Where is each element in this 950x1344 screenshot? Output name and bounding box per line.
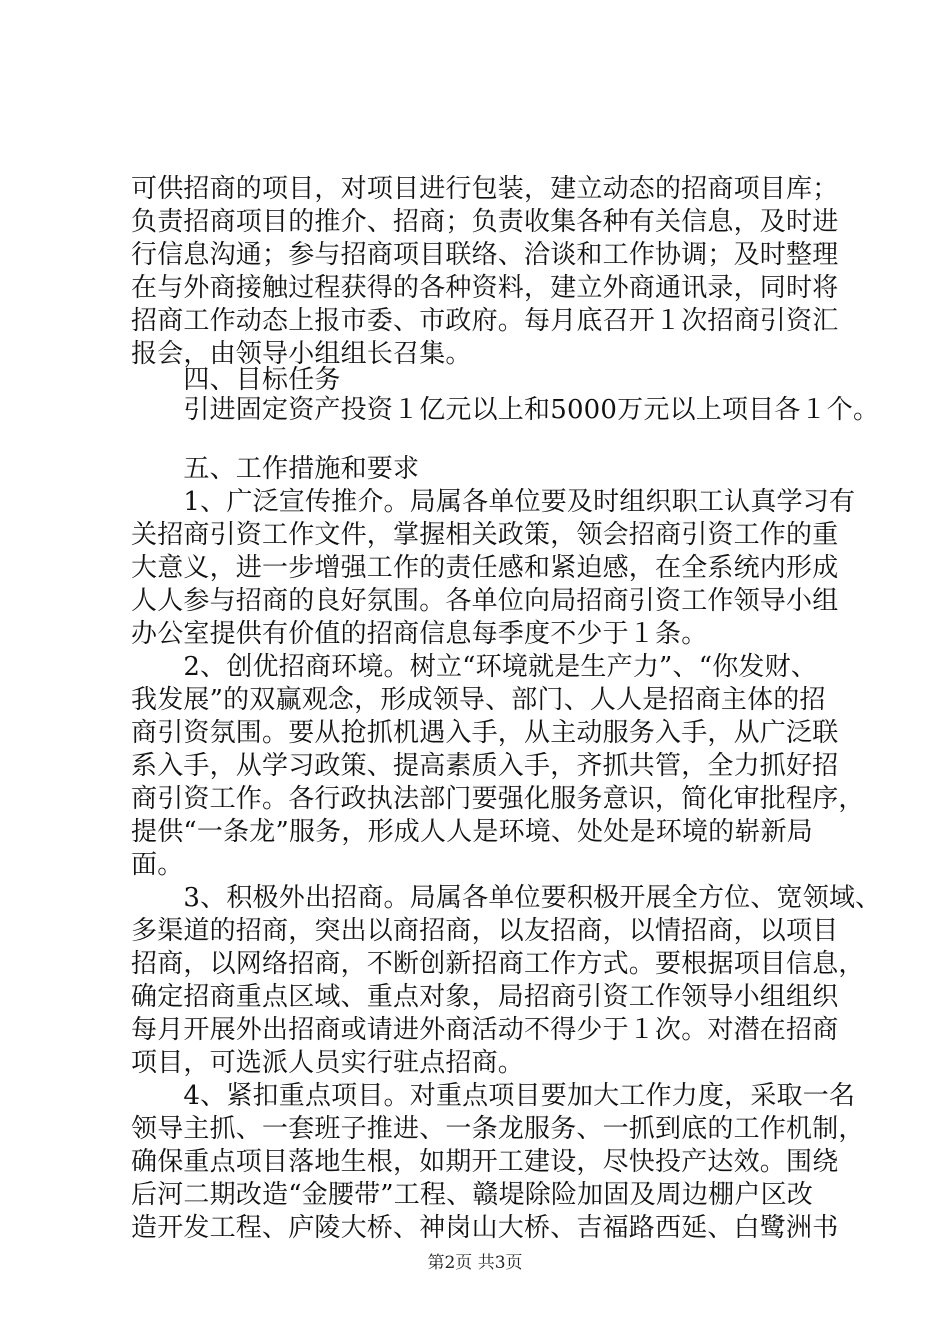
section-heading: 四、目标任务 xyxy=(131,365,341,395)
text-line: 商引资工作。各行政执法部门要强化服务意识，简化审批程序， xyxy=(131,784,865,814)
text-line: 关招商引资工作文件，掌握相关政策，领会招商引资工作的重 xyxy=(131,520,839,550)
text-line: 商引资氛围。要从抢抓机遇入手，从主动服务入手，从广泛联 xyxy=(131,718,839,748)
text-line: 3、积极外出招商。局属各单位要积极开展全方位、宽领域、 xyxy=(131,883,882,913)
text-line: 系入手，从学习政策、提高素质入手，齐抓共管，全力抓好招 xyxy=(131,751,839,781)
page-footer: 第2页 共3页 xyxy=(427,1253,523,1273)
text-line: 可供招商的项目，对项目进行包装，建立动态的招商项目库； xyxy=(131,174,839,204)
text-line: 在与外商接触过程获得的各种资料，建立外商通讯录，同时将 xyxy=(131,273,839,303)
text-line: 确保重点项目落地生根，如期开工建设，尽快投产达效。围绕 xyxy=(131,1147,839,1177)
text-line: 项目，可选派人员实行驻点招商。 xyxy=(131,1048,525,1078)
text-line: 后河二期改造“金腰带”工程、赣堤除险加固及周边棚户区改 xyxy=(131,1180,813,1210)
text-line: 报会，由领导小组组长召集。 xyxy=(131,339,472,369)
text-line: 招商工作动态上报市委、市政府。每月底召开１次招商引资汇 xyxy=(131,306,839,336)
text-line: 多渠道的招商，突出以商招商，以友招商，以情招商，以项目 xyxy=(131,916,839,946)
text-line: 1、广泛宣传推介。局属各单位要及时组织职工认真学习有 xyxy=(131,487,856,517)
text-line: 2、创优招商环境。树立“环境就是生产力”、“你发财、 xyxy=(131,652,818,682)
text-line: 确定招商重点区域、重点对象，局招商引资工作领导小组组织 xyxy=(131,982,839,1012)
text-line: 人人参与招商的良好氛围。各单位向局招商引资工作领导小组 xyxy=(131,586,839,616)
text-line: 4、紧扣重点项目。对重点项目要加大工作力度，采取一名 xyxy=(131,1081,856,1111)
text-line: 面。 xyxy=(131,850,184,880)
text-line: 行信息沟通；参与招商项目联络、洽谈和工作协调；及时整理 xyxy=(131,240,839,270)
text-line: 大意义，进一步增强工作的责任感和紧迫感，在全系统内形成 xyxy=(131,553,839,583)
text-line: 引进固定资产投资１亿元以上和5000万元以上项目各１个。 xyxy=(131,395,880,425)
text-line: 办公室提供有价值的招商信息每季度不少于１条。 xyxy=(131,619,708,649)
text-line: 招商，以网络招商，不断创新招商工作方式。要根据项目信息， xyxy=(131,949,865,979)
text-line: 造开发工程、庐陵大桥、神岗山大桥、吉福路西延、白鹭洲书 xyxy=(131,1213,839,1243)
text-line: 提供“一条龙”服务，形成人人是环境、处处是环境的崭新局 xyxy=(131,817,813,847)
text-line: 领导主抓、一套班子推进、一条龙服务、一抓到底的工作机制， xyxy=(131,1114,865,1144)
text-line: 每月开展外出招商或请进外商活动不得少于１次。对潜在招商 xyxy=(131,1015,839,1045)
text-line: 我发展”的双赢观念，形成领导、部门、人人是招商主体的招 xyxy=(131,685,826,715)
text-line: 负责招商项目的推介、招商；负责收集各种有关信息，及时进 xyxy=(131,207,839,237)
section-heading: 五、工作措施和要求 xyxy=(131,454,420,484)
